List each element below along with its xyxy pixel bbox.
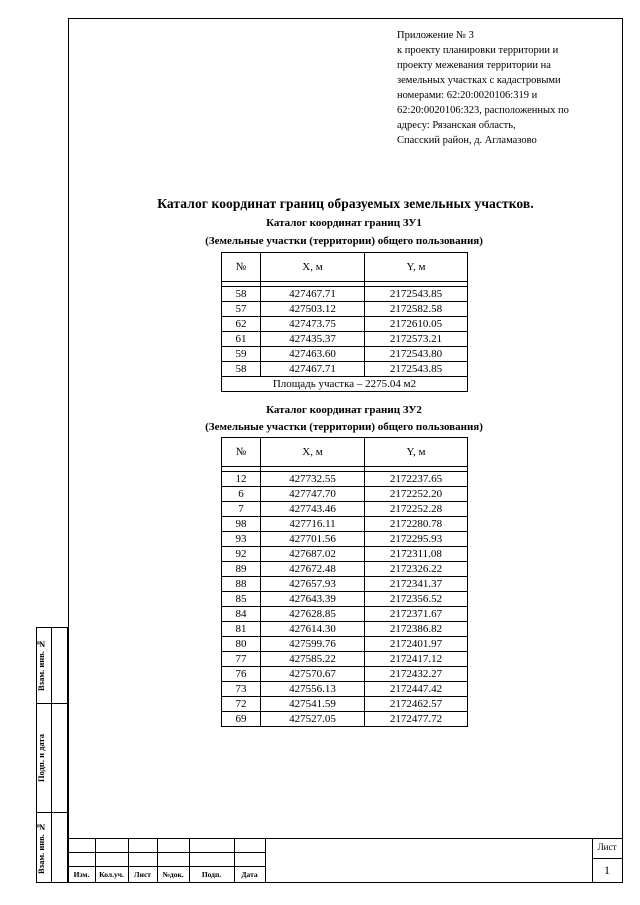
table-row bbox=[222, 547, 468, 562]
cell-y: 2172311.08 bbox=[365, 547, 468, 562]
table-row bbox=[222, 332, 468, 347]
cell-number: 62 bbox=[222, 317, 261, 332]
header-y: Y, м bbox=[365, 253, 468, 282]
sheet-label: Лист bbox=[597, 842, 617, 852]
title-block-ndok: №док. bbox=[162, 870, 184, 879]
cell-y: 2172543.85 bbox=[365, 362, 468, 377]
title-block-podp: Подп. bbox=[201, 870, 222, 879]
cell-y: 2172252.20 bbox=[365, 487, 468, 502]
side-stamp-podp: Подп. и дата bbox=[36, 734, 46, 782]
table-row bbox=[222, 622, 468, 637]
cell-number: 93 bbox=[222, 532, 261, 547]
table-row bbox=[222, 637, 468, 652]
zu1-subtitle: (Земельные участки (территории) общего пользования) bbox=[205, 235, 483, 247]
cell-x: 427614.30 bbox=[261, 622, 365, 637]
annex-block bbox=[397, 28, 617, 148]
cell-y: 2172543.85 bbox=[365, 287, 468, 302]
annex-line: адресу: Рязанская область, bbox=[397, 120, 516, 131]
table-header-row bbox=[222, 438, 468, 467]
cell-x: 427732.55 bbox=[261, 472, 365, 487]
cell-number: 76 bbox=[222, 667, 261, 682]
cell-x: 427687.02 bbox=[261, 547, 365, 562]
side-stamp-inv: Взам. инв. № bbox=[36, 822, 46, 875]
cell-x: 427716.11 bbox=[261, 517, 365, 532]
cell-y: 2172280.78 bbox=[365, 517, 468, 532]
table-row bbox=[222, 592, 468, 607]
cell-x: 427527.05 bbox=[261, 712, 365, 727]
cell-y: 2172371.67 bbox=[365, 607, 468, 622]
cell-y: 2172386.82 bbox=[365, 622, 468, 637]
title-block-izm: Изм. bbox=[73, 870, 90, 879]
table-row bbox=[222, 667, 468, 682]
table-row bbox=[222, 607, 468, 622]
header-x: Х, м bbox=[261, 438, 365, 467]
cell-number: 6 bbox=[222, 487, 261, 502]
cell-number: 92 bbox=[222, 547, 261, 562]
table-row bbox=[222, 532, 468, 547]
cell-x: 427463.60 bbox=[261, 347, 365, 362]
title-block-list: Лист bbox=[134, 870, 151, 879]
cell-number: 85 bbox=[222, 592, 261, 607]
cell-number: 69 bbox=[222, 712, 261, 727]
cell-number: 89 bbox=[222, 562, 261, 577]
cell-x: 427743.46 bbox=[261, 502, 365, 517]
cell-number: 7 bbox=[222, 502, 261, 517]
header-number: № bbox=[222, 438, 261, 467]
table-row bbox=[222, 502, 468, 517]
cell-y: 2172417.12 bbox=[365, 652, 468, 667]
table-row bbox=[222, 682, 468, 697]
title-block-koluch: Кол.уч. bbox=[99, 870, 124, 879]
table-row bbox=[222, 712, 468, 727]
cell-number: 81 bbox=[222, 622, 261, 637]
cell-x: 427643.39 bbox=[261, 592, 365, 607]
table-row bbox=[222, 652, 468, 667]
cell-number: 77 bbox=[222, 652, 261, 667]
cell-number: 88 bbox=[222, 577, 261, 592]
title-block-top-line bbox=[68, 838, 623, 839]
cell-y: 2172477.72 bbox=[365, 712, 468, 727]
side-stamp-divider bbox=[51, 627, 52, 883]
cell-y: 2172252.28 bbox=[365, 502, 468, 517]
cell-y: 2172295.93 bbox=[365, 532, 468, 547]
cell-x: 427467.71 bbox=[261, 287, 365, 302]
cell-x: 427585.22 bbox=[261, 652, 365, 667]
table-row bbox=[222, 577, 468, 592]
table-row bbox=[222, 487, 468, 502]
cell-x: 427435.37 bbox=[261, 332, 365, 347]
side-stamp-divider bbox=[36, 703, 68, 704]
cell-number: 98 bbox=[222, 517, 261, 532]
zu2-subtitle: (Земельные участки (территории) общего пользования) bbox=[205, 421, 483, 433]
area-value: Площадь участка – 2275.04 м2 bbox=[222, 377, 468, 392]
title-block-line bbox=[68, 866, 265, 867]
cell-number: 58 bbox=[222, 287, 261, 302]
cell-x: 427672.48 bbox=[261, 562, 365, 577]
cell-x: 427556.13 bbox=[261, 682, 365, 697]
cell-y: 2172610.05 bbox=[365, 317, 468, 332]
title-block-data: Дата bbox=[241, 870, 258, 879]
cell-x: 427503.12 bbox=[261, 302, 365, 317]
cell-x: 427570.67 bbox=[261, 667, 365, 682]
table-row bbox=[222, 287, 468, 302]
zu1-coordinates-table bbox=[221, 252, 468, 392]
header-number: № bbox=[222, 253, 261, 282]
annex-line: Приложение № 3 bbox=[397, 30, 474, 41]
annex-line: проекту межевания территории на bbox=[397, 60, 551, 71]
header-y: Y, м bbox=[365, 438, 468, 467]
table-row bbox=[222, 697, 468, 712]
sheet-number: 1 bbox=[604, 863, 610, 877]
cell-number: 80 bbox=[222, 637, 261, 652]
cell-number: 58 bbox=[222, 362, 261, 377]
cell-number: 61 bbox=[222, 332, 261, 347]
cell-number: 84 bbox=[222, 607, 261, 622]
cell-x: 427657.93 bbox=[261, 577, 365, 592]
table-row bbox=[222, 472, 468, 487]
annex-line: Спасский район, д. Агламазово bbox=[397, 135, 537, 146]
cell-y: 2172432.27 bbox=[365, 667, 468, 682]
cell-y: 2172356.52 bbox=[365, 592, 468, 607]
cell-number: 59 bbox=[222, 347, 261, 362]
cell-x: 427701.56 bbox=[261, 532, 365, 547]
cell-y: 2172341.37 bbox=[365, 577, 468, 592]
table-row bbox=[222, 302, 468, 317]
area-row bbox=[222, 377, 468, 392]
cell-y: 2172401.97 bbox=[365, 637, 468, 652]
table-row bbox=[222, 362, 468, 377]
cell-y: 2172543.80 bbox=[365, 347, 468, 362]
cell-x: 427541.59 bbox=[261, 697, 365, 712]
cell-number: 73 bbox=[222, 682, 261, 697]
cell-y: 2172447.42 bbox=[365, 682, 468, 697]
title-block-line bbox=[592, 858, 623, 859]
cell-number: 57 bbox=[222, 302, 261, 317]
zu2-coordinates-table bbox=[221, 437, 468, 727]
cell-y: 2172462.57 bbox=[365, 697, 468, 712]
cell-y: 2172582.58 bbox=[365, 302, 468, 317]
cell-number: 12 bbox=[222, 472, 261, 487]
table-row bbox=[222, 347, 468, 362]
annex-line: 62:20:0020106:323, расположенных по bbox=[397, 105, 569, 116]
zu1-title: Каталог координат границ ЗУ1 bbox=[266, 217, 422, 229]
side-stamp-divider bbox=[36, 812, 68, 813]
annex-line: к проекту планировки территории и bbox=[397, 45, 559, 56]
cell-y: 2172237.65 bbox=[365, 472, 468, 487]
cell-x: 427599.76 bbox=[261, 637, 365, 652]
zu2-title: Каталог координат границ ЗУ2 bbox=[266, 404, 422, 416]
side-stamp-vzam: Взам. инв. № bbox=[36, 639, 46, 692]
cell-x: 427473.75 bbox=[261, 317, 365, 332]
header-x: Х, м bbox=[261, 253, 365, 282]
table-header-row bbox=[222, 253, 468, 282]
cell-y: 2172573.21 bbox=[365, 332, 468, 347]
annex-line: земельных участках с кадастровыми bbox=[397, 75, 561, 86]
cell-x: 427747.70 bbox=[261, 487, 365, 502]
title-block-line bbox=[68, 852, 265, 853]
table-row bbox=[222, 517, 468, 532]
cell-y: 2172326.22 bbox=[365, 562, 468, 577]
cell-x: 427628.85 bbox=[261, 607, 365, 622]
table-row bbox=[222, 562, 468, 577]
annex-line: номерами: 62:20:0020106:319 и bbox=[397, 90, 538, 101]
cell-x: 427467.71 bbox=[261, 362, 365, 377]
page-title: Каталог координат границ образуемых земельных участков. bbox=[157, 196, 534, 211]
table-row bbox=[222, 317, 468, 332]
cell-number: 72 bbox=[222, 697, 261, 712]
title-block-col bbox=[265, 838, 266, 883]
